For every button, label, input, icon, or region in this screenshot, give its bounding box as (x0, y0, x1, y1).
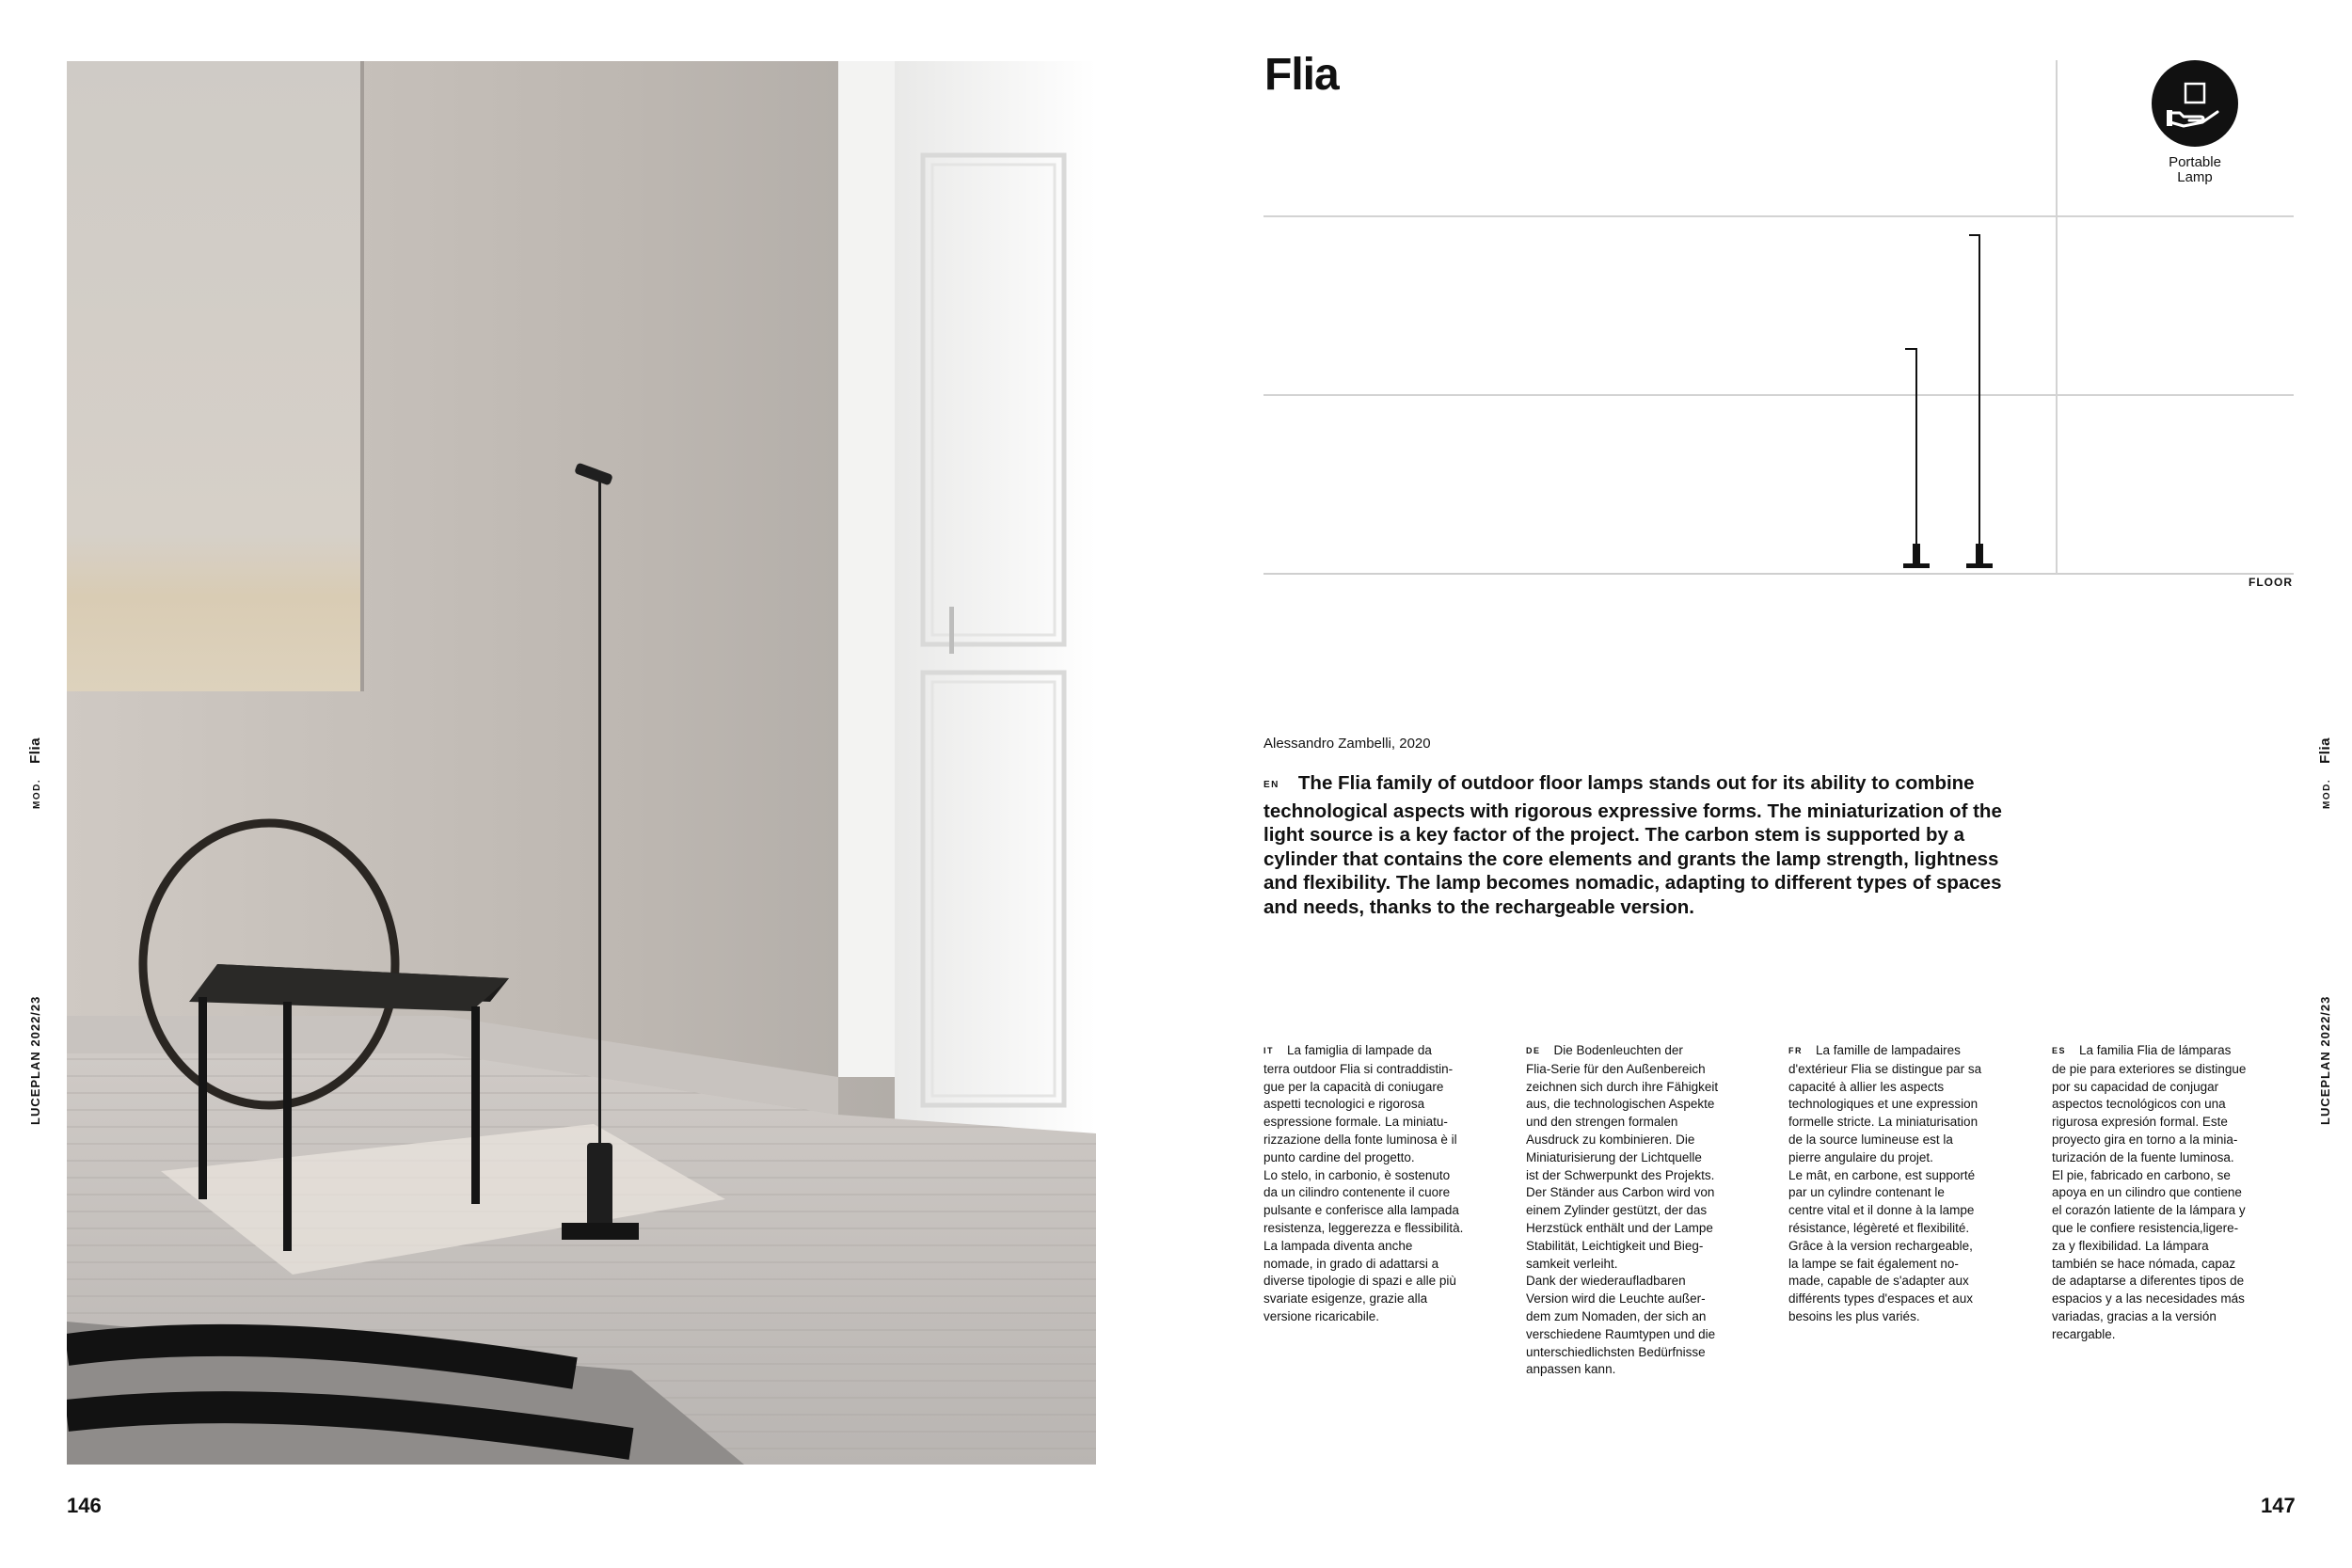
room-scene-image (67, 61, 1096, 1465)
portable-lamp-badge (2150, 60, 2240, 185)
column-text-fr: La famille de lampadaires d'extérieur Flia se distingue par sa capacité à allier les aspects technologiques et une expression formelle stricte. La miniaturisation de la source lumineuse est la pierre angulaire du projet. Le mât, en carbone, est supporté par un cylindre contenant le centre vital et il donne à la lampe résistance, légèreté et flexibilité. Grâce à la version rechargeable, la lampe se fait également no- made, capable de s'adapter aux différents types d'espaces et aux besoins les plus variés. (1788, 1043, 1982, 1323)
product-photo (67, 61, 1096, 1465)
side-label-model-left (27, 737, 43, 809)
floor-label: FLOOR (2249, 576, 2293, 589)
right-page (1176, 0, 2352, 1568)
side-label-brand-right: LUCEPLAN 2022/23 (2318, 995, 2332, 1125)
designer-credit: Alessandro Zambelli, 2020 (1263, 736, 1431, 752)
lang-tag-es: ES (2052, 1046, 2067, 1055)
mod-label: MOD. (2322, 778, 2332, 809)
page-number-left: 146 (67, 1494, 102, 1517)
column-it (1263, 1042, 1504, 1326)
product-size-diagram (1263, 60, 2294, 587)
lang-tag-it: IT (1263, 1046, 1274, 1055)
mod-label: MOD. (32, 778, 42, 809)
side-label-brand-left: LUCEPLAN 2022/23 (28, 995, 42, 1125)
column-es (2052, 1042, 2293, 1344)
intro-paragraph-en (1263, 771, 2035, 919)
lang-tag-de: DE (1526, 1046, 1541, 1055)
model-name-label: Flia (27, 737, 43, 764)
lang-tag-en: EN (1263, 780, 1279, 790)
column-text-de: Die Bodenleuchten der Flia-Serie für den Außenbereich zeichnen sich durch ihre Fähigkeit aus, die technologischen Aspekte und den strengen formalen Ausdruck zu kombinieren. Die Miniaturisierung der Lichtquelle ist der Schwerpunkt des Projekts. Der Ständer aus Carbon wird von einem Zylinder gestützt, der das Herzstück enthält und der Lampe Stabilität, Leichtigkeit und Bieg- samkeit verleiht. Dank der wiederaufladbaren Version wird die Leuchte außer- dem zum Nomaden, der sich an verschiedene Raumtypen und die unterschiedlichsten Bedürfnisse anpassen kann. (1526, 1043, 1719, 1377)
column-fr (1788, 1042, 2029, 1326)
column-text-it: La famiglia di lampade da terra outdoor Flia si contraddistin- gue per la capacità di coniugare aspetti tecnologici e rigorosa espressione formale. La miniatu- rizzazione della fonte luminosa è il punto cardine del progetto. Lo stelo, in carbonio, è sostenuto da un cilindro contenente il cuore pulsante e conferisce alla lampada resistenza, leggerezza e flessibilità. La lampada diventa anche nomade, in grado di adattarsi a diverse tipologie di spazi e alle più svariate esigenze, grazie alla versione ricaricabile. (1263, 1043, 1464, 1323)
portable-lamp-hand-icon (2152, 60, 2238, 147)
lamp-small-silhouette (1903, 349, 1930, 568)
model-name-label: Flia (2317, 737, 2333, 764)
lang-tag-fr: FR (1788, 1046, 1803, 1055)
side-label-model-right (2317, 737, 2333, 809)
product-title: Flia (1264, 50, 1339, 100)
column-text-es: La familia Flia de lámparas de pie para exteriores se distingue por su capacidad de conjugar aspectos tecnológicos con una rigurosa expresión formal. Este proyecto gira en torno a la minia- turización de la fuente luminosa. El pie, fabricado en carbono, se apoya en un cilindro que contiene el corazón latiente de la lámpara y que le confiere resistencia,ligere- za y flexibilidad. La lámpara también se hace nómada, capaz de adaptarse a diferentes tipos de espacios y a las necesidades más variadas, gracias a la versión recargable. (2052, 1043, 2247, 1341)
page-number-right: 147 (2261, 1494, 2296, 1517)
portable-lamp-label: Portable Lamp (2169, 154, 2221, 185)
lamp-tall-silhouette (1966, 235, 1993, 568)
column-de (1526, 1042, 1767, 1379)
intro-text: The Flia family of outdoor floor lamps stands out for its ability to combine technological aspects with rigorous expressive forms. The miniaturization of the light source is a key factor of the project. The carbon stem is supported by a cylinder that contains the core elements and grants the lamp strength, lightness and flexibility. The lamp becomes nomadic, adapting to different types of spaces and needs, thanks to the rechargeable version. (1263, 772, 2002, 918)
